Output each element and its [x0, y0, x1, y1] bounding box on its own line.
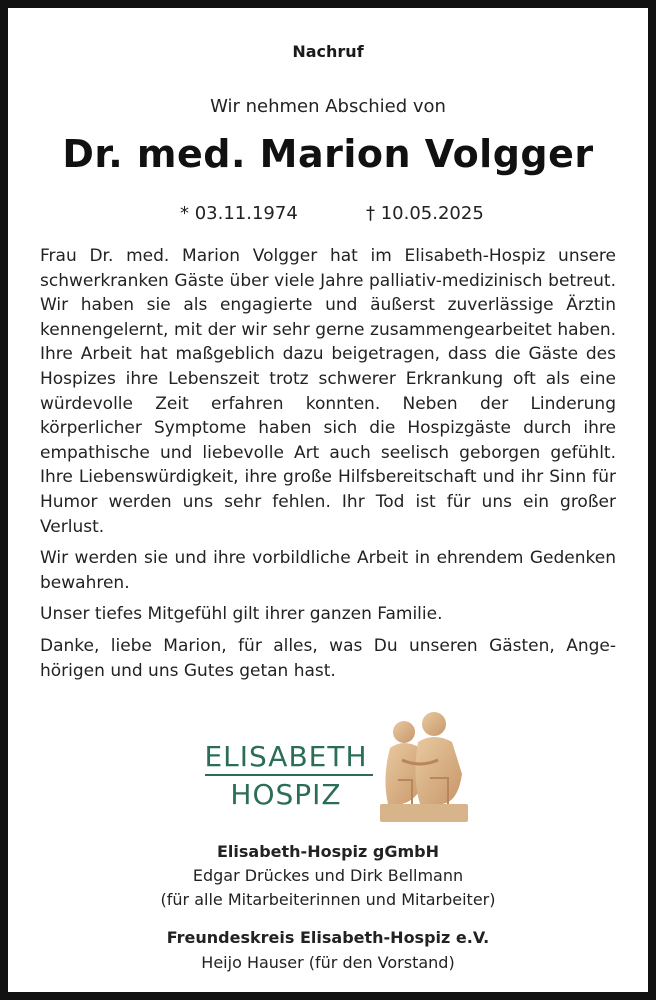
intro-text: Wir nehmen Abschied von	[210, 96, 446, 117]
obituary-body	[40, 244, 616, 690]
org2-people: Heijo Hauser (für den Vorstand)	[201, 953, 455, 972]
body-paragraph: Unser tiefes Mitgefühl gilt ihrer ganzen Familie.	[40, 604, 443, 625]
org1-people: Edgar Drückes und Dirk Bellmann	[192, 866, 464, 885]
birth-date: * 03.11.1974	[180, 203, 298, 224]
org2-name: Freundeskreis Elisabeth-Hospiz e.V.	[166, 928, 490, 947]
couple-sculpture-icon	[372, 708, 472, 826]
hospiz-logo-line2: HOSPIZ	[230, 778, 342, 811]
death-date: † 10.05.2025	[366, 203, 484, 224]
body-paragraph: Frau Dr. med. Marion Volgger hat im Elisabeth-Hospiz unsere schwerkranken Gäste über viele Jahre palliativ-medizinisch betreut. Wir haben sie als engagierte und äußerst zuverlässige Ärztin kennengelernt, mit der wir sehr gerne zusammengearbeitet haben. Ihre Arbeit hat maßgeblich dazu beigetragen, dass die Gäste des Hospizes ihre Lebenszeit trotz schwerer Erkrankung oft als eine würdevolle Zeit erfahren konnten. Neben der Linderung körperlicher Symptome haben sich die Hospizgäste durch ihre empathische und liebevolle Art auch seelisch geborgen gefühlt. Ihre Liebenswürdigkeit, ihre große Hilfsbereitschaft und ihr Sinn für Humor werden uns sehr fehlen. Ihr Tod ist für uns ein großer Verlust.	[40, 246, 616, 537]
deceased-name: Dr. med. Marion Volgger	[62, 132, 594, 176]
org1-name: Elisabeth-Hospiz gGmbH	[216, 842, 440, 861]
logo-divider	[205, 774, 373, 776]
obituary-label: Nachruf	[292, 42, 364, 61]
hospiz-logo-line1: ELISABETH	[204, 740, 368, 773]
org1-note: (für alle Mitarbeiterinnen und Mitarbeiter)	[160, 890, 496, 909]
body-paragraph: Wir werden sie und ihre vorbildliche Arbeit in ehrendem Gedenken bewahren.	[40, 548, 616, 593]
body-paragraph: Danke, liebe Marion, für alles, was Du unseren Gästen, Angehörigen und uns Gutes getan hast.	[40, 635, 616, 681]
